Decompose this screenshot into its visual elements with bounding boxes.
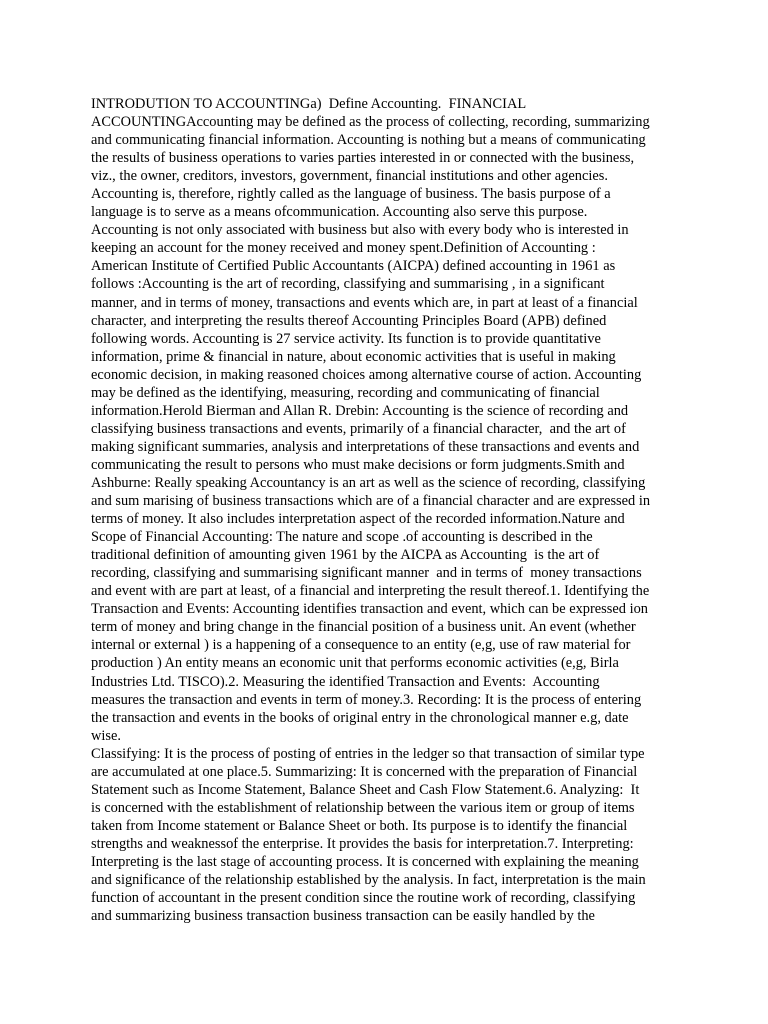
body-text-line: Industries Ltd. TISCO).2. Measuring the identified Transaction and Events: Accounting bbox=[91, 673, 600, 690]
body-text-line: are accumulated at one place.5. Summarizing: It is concerned with the preparation of Financial bbox=[91, 763, 638, 780]
body-text-line: and event with are part at least, of a financial and interpreting the result thereof.1. Identifying the bbox=[91, 583, 650, 600]
body-text-line: term of money and bring change in the financial position of a business unit. An event (whether bbox=[91, 619, 636, 636]
body-text-line: the results of business operations to varies parties interested in or connected with the business, bbox=[91, 150, 635, 167]
body-text-line: economic decision, in making reasoned choices among alternative course of action. Accounting bbox=[91, 366, 642, 383]
body-text-line: and communicating financial information. Accounting is nothing but a means of communicating bbox=[91, 132, 646, 149]
body-text-line: Accounting is, therefore, rightly called as the language of business. The basis purpose of a bbox=[91, 186, 611, 203]
body-text-line: traditional definition of amounting given 1961 by the AICPA as Accounting is the art of bbox=[91, 547, 600, 564]
body-text-line: is concerned with the establishment of relationship between the various item or group of items bbox=[91, 799, 635, 816]
body-text-line: language is to serve as a means ofcommunication. Accounting also serve this purpose. bbox=[91, 204, 588, 221]
body-text-line: wise. bbox=[91, 727, 121, 744]
body-text-line: making significant summaries, analysis and interpretations of these transactions and events and bbox=[91, 438, 640, 455]
body-text-line: terms of money. It also includes interpretation aspect of the recorded information.Nature and bbox=[91, 511, 625, 528]
body-text-line: and summarizing business transaction business transaction can be easily handled by the bbox=[91, 908, 595, 925]
body-text-line: keeping an account for the money received and money spent.Definition of Accounting : bbox=[91, 240, 596, 257]
body-text-line: and sum marising of business transactions which are of a financial character and are expressed in bbox=[91, 493, 651, 510]
body-text-line: information, prime & financial in nature, about economic activities that is useful in making bbox=[91, 348, 616, 365]
body-text-line: Transaction and Events: Accounting identifies transaction and event, which can be expressed ion bbox=[91, 601, 648, 618]
body-text-line: INTRODUTION TO ACCOUNTINGa) Define Accounting. FINANCIAL bbox=[91, 96, 527, 112]
body-text-line: and significance of the relationship established by the analysis. In fact, interpretation is the main bbox=[91, 872, 646, 889]
body-text-line: Accounting is not only associated with business but also with every body who is interested in bbox=[91, 222, 629, 239]
body-text-line: strengths and weaknessof the enterprise. It provides the basis for interpretation.7. Interpreting: bbox=[91, 835, 634, 852]
body-text-line: the transaction and events in the books of original entry in the chronological manner e.g, date bbox=[91, 709, 629, 726]
body-text-line: measures the transaction and events in term of money.3. Recording: It is the process of entering bbox=[91, 691, 642, 708]
body-text-line: Scope of Financial Accounting: The nature and scope .of accounting is described in the bbox=[91, 529, 593, 546]
body-text-line: American Institute of Certified Public Accountants (AICPA) defined accounting in 1961 as bbox=[91, 258, 616, 275]
body-text-line: may be defined as the identifying, measuring, recording and communicating of financial bbox=[91, 384, 600, 401]
body-text-line: ACCOUNTINGAccounting may be defined as the process of collecting, recording, summarizing bbox=[91, 114, 650, 131]
body-text-line: Statement such as Income Statement, Balance Sheet and Cash Flow Statement.6. Analyzing: It bbox=[91, 781, 640, 798]
body-text-line: follows :Accounting is the art of recording, classifying and summarising , in a significant bbox=[91, 276, 605, 293]
body-text-line: classifying business transactions and events, primarily of a financial character, and the art of bbox=[91, 420, 626, 437]
body-text-line: communicating the result to persons who must make decisions or form judgments.Smith and bbox=[91, 456, 625, 473]
body-text-line: Ashburne: Really speaking Accountancy is an art as well as the science of recording, classifying bbox=[91, 474, 646, 491]
body-text-line: function of accountant in the present condition since the routine work of recording, classifying bbox=[91, 890, 636, 907]
body-text-line: Classifying: It is the process of posting of entries in the ledger so that transaction of similar type bbox=[91, 745, 645, 762]
body-text-line: following words. Accounting is 27 service activity. Its function is to provide quantitative bbox=[91, 330, 601, 347]
document-body bbox=[91, 95, 691, 925]
body-text-line: production ) An entity means an economic unit that performs economic activities (e,g, Birla bbox=[91, 655, 619, 672]
body-text-line: manner, and in terms of money, transactions and events which are, in part at least of a financial bbox=[91, 294, 638, 311]
body-text-line: character, and interpreting the results thereof Accounting Principles Board (APB) defined bbox=[91, 312, 607, 329]
body-text-line: viz., the owner, creditors, investors, government, financial institutions and other agencies. bbox=[91, 168, 608, 185]
body-text-line: taken from Income statement or Balance Sheet or both. Its purpose is to identify the financial bbox=[91, 817, 628, 834]
body-text-line: information.Herold Bierman and Allan R. Drebin: Accounting is the science of recording and bbox=[91, 402, 629, 419]
body-text-line: internal or external ) is a happening of a consequence to an entity (e,g, use of raw material for bbox=[91, 637, 631, 654]
body-text-line: Interpreting is the last stage of accounting process. It is concerned with explaining the meaning bbox=[91, 853, 639, 870]
body-text-line: recording, classifying and summarising significant manner and in terms of money transactions bbox=[91, 565, 642, 582]
